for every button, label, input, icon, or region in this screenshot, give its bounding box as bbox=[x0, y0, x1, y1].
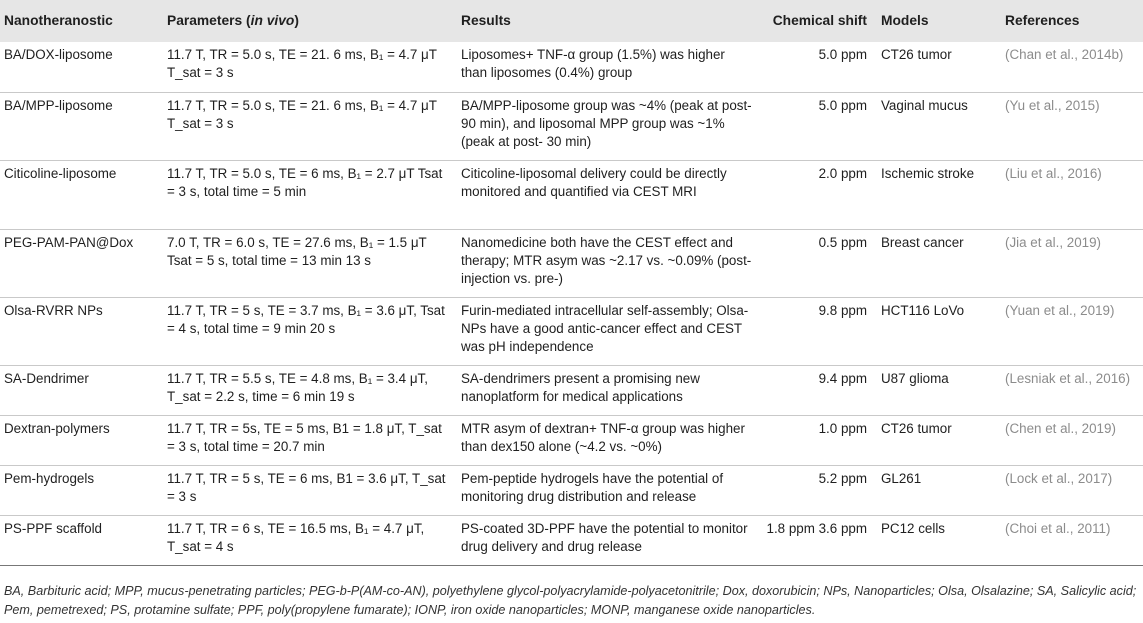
cell-reference-link[interactable]: (Lock et al., 2017) bbox=[1001, 465, 1143, 515]
table-row bbox=[0, 365, 1143, 415]
cell-parameters: 11.7 T, TR = 5.0 s, TE = 21. 6 ms, B₁ = 4.7 μT T_sat = 3 s bbox=[163, 92, 457, 160]
cell-chemical-shift: 9.8 ppm bbox=[757, 297, 877, 365]
cell-chemical-shift: 9.4 ppm bbox=[757, 365, 877, 415]
cell-chemical-shift: 5.2 ppm bbox=[757, 465, 877, 515]
cell-nanotheranostic: BA/DOX-liposome bbox=[0, 42, 163, 92]
cell-reference-link[interactable]: (Chan et al., 2014b) bbox=[1001, 42, 1143, 92]
cell-results: Nanomedicine both have the CEST effect and therapy; MTR asym was ~2.17 vs. ~0.09% (post-injection vs. pre-) bbox=[457, 229, 757, 297]
cell-results: PS-coated 3D-PPF have the potential to monitor drug delivery and drug release bbox=[457, 515, 757, 565]
table-row bbox=[0, 160, 1143, 229]
cell-results: Citicoline-liposomal delivery could be directly monitored and quantified via CEST MRI bbox=[457, 160, 757, 229]
cell-results: Furin-mediated intracellular self-assembly; Olsa-NPs have a good antic-cancer effect and CEST was pH independence bbox=[457, 297, 757, 365]
cell-nanotheranostic: PS-PPF scaffold bbox=[0, 515, 163, 565]
table-row bbox=[0, 415, 1143, 465]
table-footnote: BA, Barbituric acid; MPP, mucus-penetrating particles; PEG-b-P(AM-co-AN), polyethylene glycol-polyacrylamide-polyacetonitrile; Dox, doxorubicin; NPs, Nanoparticles; Olsa, Olsalazine; SA, Salicylic acid; Pem, pemetrexed; PS, protamine sulfate; PPF, poly(propylene fumarate); IONP, iron oxide nanoparticles; MONP, manganese oxide nanoparticles. bbox=[4, 584, 1137, 617]
table-row bbox=[0, 515, 1143, 565]
cell-nanotheranostic: PEG-PAM-PAN@Dox bbox=[0, 229, 163, 297]
cell-model: Breast cancer bbox=[877, 229, 1001, 297]
cell-results: BA/MPP-liposome group was ~4% (peak at post- 90 min), and liposomal MPP group was ~1% (peak at post- 30 min) bbox=[457, 92, 757, 160]
cell-parameters: 11.7 T, TR = 5.0 s, TE = 21. 6 ms, B₁ = 4.7 μT T_sat = 3 s bbox=[163, 42, 457, 92]
header-results: Results bbox=[461, 13, 511, 28]
cell-chemical-shift: 2.0 ppm bbox=[757, 160, 877, 229]
cell-results: Liposomes+ TNF-α group (1.5%) was higher than liposomes (0.4%) group bbox=[457, 42, 757, 92]
table-row bbox=[0, 297, 1143, 365]
cell-nanotheranostic: SA-Dendrimer bbox=[0, 365, 163, 415]
table-row bbox=[0, 465, 1143, 515]
cell-model: CT26 tumor bbox=[877, 415, 1001, 465]
table-row bbox=[0, 229, 1143, 297]
cell-model: Ischemic stroke bbox=[877, 160, 1001, 229]
cell-nanotheranostic: Citicoline-liposome bbox=[0, 160, 163, 229]
cell-reference-link[interactable]: (Chen et al., 2019) bbox=[1001, 415, 1143, 465]
cell-chemical-shift: 5.0 ppm bbox=[757, 42, 877, 92]
header-nanotheranostic: Nanotheranostic bbox=[4, 13, 113, 28]
table-row bbox=[0, 92, 1143, 160]
table-row bbox=[0, 42, 1143, 92]
cell-nanotheranostic: Olsa-RVRR NPs bbox=[0, 297, 163, 365]
cell-reference-link[interactable]: (Jia et al., 2019) bbox=[1001, 229, 1143, 297]
header-references: References bbox=[1005, 13, 1080, 28]
cell-parameters: 11.7 T, TR = 5s, TE = 5 ms, B1 = 1.8 μT, T_sat = 3 s, total time = 20.7 min bbox=[163, 415, 457, 465]
cell-model: CT26 tumor bbox=[877, 42, 1001, 92]
cell-results: SA-dendrimers present a promising new nanoplatform for medical applications bbox=[457, 365, 757, 415]
cell-reference-link[interactable]: (Choi et al., 2011) bbox=[1001, 515, 1143, 565]
cell-parameters: 11.7 T, TR = 5.0 s, TE = 6 ms, B₁ = 2.7 μT Tsat = 3 s, total time = 5 min bbox=[163, 160, 457, 229]
cell-reference-link[interactable]: (Yu et al., 2015) bbox=[1001, 92, 1143, 160]
cell-parameters: 11.7 T, TR = 6 s, TE = 16.5 ms, B₁ = 4.7 μT, T_sat = 4 s bbox=[163, 515, 457, 565]
cell-nanotheranostic: BA/MPP-liposome bbox=[0, 92, 163, 160]
cell-model: HCT116 LoVo bbox=[877, 297, 1001, 365]
header-row bbox=[0, 0, 1143, 42]
cell-chemical-shift: 5.0 ppm bbox=[757, 92, 877, 160]
cell-model: PC12 cells bbox=[877, 515, 1001, 565]
cell-results: MTR asym of dextran+ TNF-α group was higher than dex150 alone (~4.2 vs. ~0%) bbox=[457, 415, 757, 465]
cell-chemical-shift: 0.5 ppm bbox=[757, 229, 877, 297]
cell-nanotheranostic: Dextran-polymers bbox=[0, 415, 163, 465]
cell-reference-link[interactable]: (Yuan et al., 2019) bbox=[1001, 297, 1143, 365]
cell-chemical-shift: 1.8 ppm 3.6 ppm bbox=[757, 515, 877, 565]
cell-chemical-shift: 1.0 ppm bbox=[757, 415, 877, 465]
header-chemical-shift: Chemical shift bbox=[772, 13, 867, 28]
cell-parameters: 7.0 T, TR = 6.0 s, TE = 27.6 ms, B₁ = 1.5 μT Tsat = 5 s, total time = 13 min 13 s bbox=[163, 229, 457, 297]
cell-results: Pem-peptide hydrogels have the potential of monitoring drug distribution and release bbox=[457, 465, 757, 515]
cell-nanotheranostic: Pem-hydrogels bbox=[0, 465, 163, 515]
cell-parameters: 11.7 T, TR = 5 s, TE = 3.7 ms, B₁ = 3.6 μT, Tsat = 4 s, total time = 9 min 20 s bbox=[163, 297, 457, 365]
cell-reference-link[interactable]: (Liu et al., 2016) bbox=[1001, 160, 1143, 229]
cell-model: U87 glioma bbox=[877, 365, 1001, 415]
cell-parameters: 11.7 T, TR = 5.5 s, TE = 4.8 ms, B₁ = 3.4 μT, T_sat = 2.2 s, time = 6 min 19 s bbox=[163, 365, 457, 415]
cell-model: Vaginal mucus bbox=[877, 92, 1001, 160]
header-models: Models bbox=[881, 13, 929, 28]
cell-reference-link[interactable]: (Lesniak et al., 2016) bbox=[1001, 365, 1143, 415]
cell-model: GL261 bbox=[877, 465, 1001, 515]
header-parameters: Parameters (in vivo) bbox=[167, 13, 299, 28]
cell-parameters: 11.7 T, TR = 5 s, TE = 6 ms, B1 = 3.6 μT, T_sat = 3 s bbox=[163, 465, 457, 515]
